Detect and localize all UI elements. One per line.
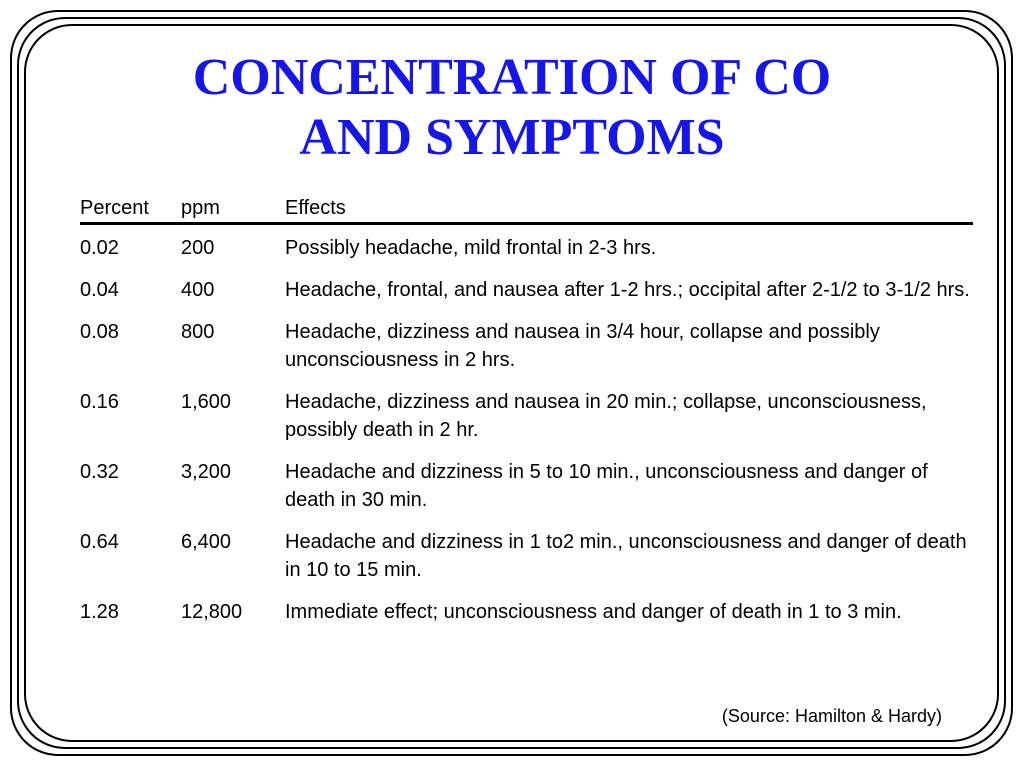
cell-percent: 0.64 — [80, 531, 119, 553]
cell-percent: 0.32 — [80, 461, 119, 483]
table-row — [80, 318, 980, 374]
cell-ppm: 200 — [181, 237, 215, 259]
cell-percent: 1.28 — [80, 601, 119, 623]
header-ppm: ppm — [181, 197, 220, 219]
cell-percent: 0.04 — [80, 279, 119, 301]
cell-effects: Headache and dizziness in 1 to2 min., unconsciousness and danger of death in 10 to 15 min. — [285, 531, 967, 581]
cell-ppm: 1,600 — [181, 391, 232, 413]
cell-ppm: 3,200 — [181, 461, 232, 483]
cell-ppm: 800 — [181, 321, 215, 343]
cell-ppm: 12,800 — [181, 601, 243, 623]
cell-effects: Immediate effect; unconsciousness and danger of death in 1 to 3 min. — [285, 601, 902, 623]
cell-effects: Possibly headache, mild frontal in 2-3 hrs. — [285, 237, 657, 259]
header-percent: Percent — [80, 197, 149, 219]
table-body — [80, 234, 980, 626]
table-row — [80, 276, 980, 304]
table-row — [80, 388, 980, 444]
cell-effects: Headache, frontal, and nausea after 1-2 hrs.; occipital after 2-1/2 to 3-1/2 hrs. — [285, 279, 970, 301]
cell-percent: 0.02 — [80, 237, 119, 259]
cell-ppm: 6,400 — [181, 531, 232, 553]
cell-effects: Headache, dizziness and nausea in 3/4 hour, collapse and possibly unconsciousness in 2 hrs. — [285, 321, 880, 371]
header-effects: Effects — [285, 197, 346, 219]
table-row — [80, 234, 980, 262]
slide-title — [120, 48, 904, 168]
table-header-row — [80, 194, 973, 225]
table-row — [80, 458, 980, 514]
slide-title-line-1: CONCENTRATION OF CO — [192, 49, 832, 106]
table-row — [80, 598, 980, 626]
table-row — [80, 528, 980, 584]
co-symptoms-table — [80, 194, 980, 640]
cell-effects: Headache and dizziness in 5 to 10 min., unconsciousness and danger of death in 30 min. — [285, 461, 928, 511]
cell-ppm: 400 — [181, 279, 215, 301]
source-citation: (Source: Hamilton & Hardy) — [721, 706, 942, 726]
slide-title-line-2: AND SYMPTOMS — [299, 109, 725, 166]
cell-effects: Headache, dizziness and nausea in 20 min.; collapse, unconsciousness, possibly death in 2 hr. — [285, 391, 927, 441]
cell-percent: 0.08 — [80, 321, 119, 343]
cell-percent: 0.16 — [80, 391, 119, 413]
